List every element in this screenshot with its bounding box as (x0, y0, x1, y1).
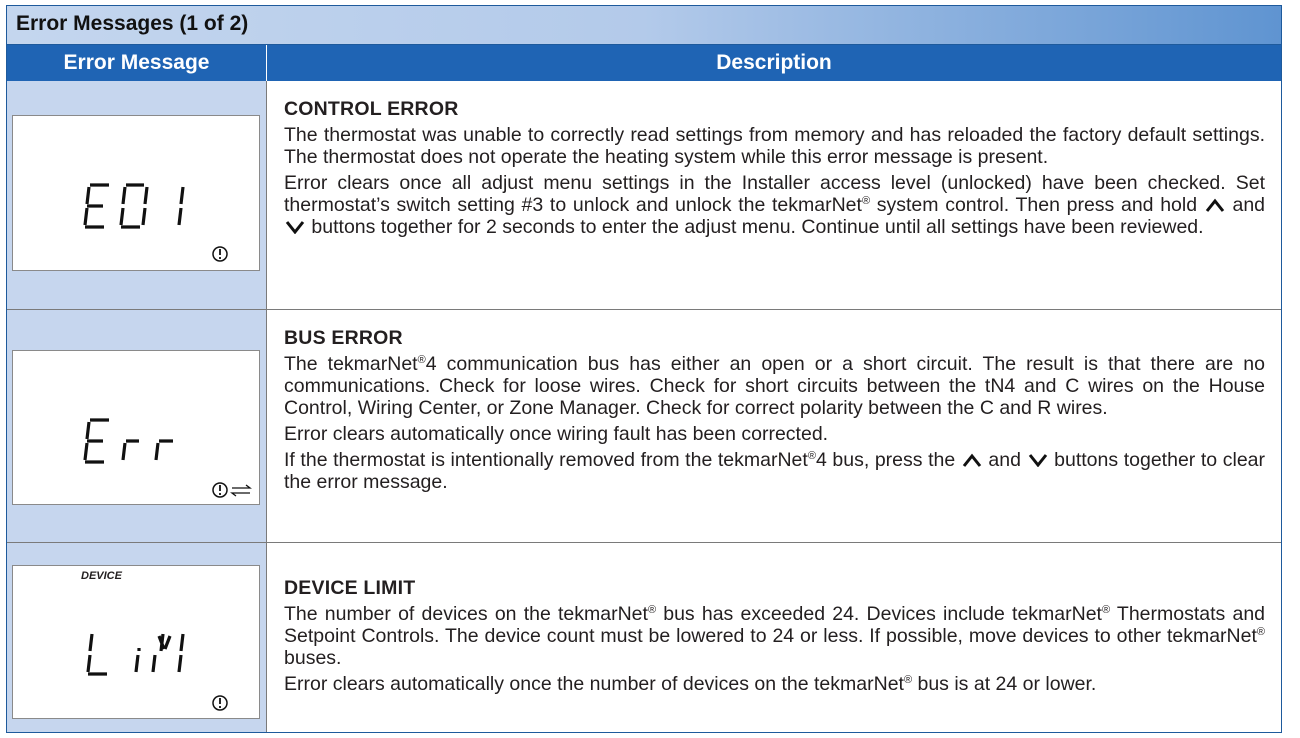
table-row-control-error (7, 81, 1281, 309)
description-paragraph: Error clears automatically once wiring fault has been corrected. (284, 423, 829, 445)
lcd-segments-e01 (13, 116, 261, 272)
column-header-description: Description (267, 45, 1281, 81)
error-heading: BUS ERROR (284, 327, 403, 349)
lcd-segments-lim (13, 566, 261, 720)
lcd-device-label: DEVICE (81, 570, 122, 582)
down-arrow-icon (1027, 453, 1049, 467)
lcd-display-lim (12, 565, 260, 719)
lcd-display-e01 (12, 115, 260, 271)
table-row-device-limit (7, 542, 1281, 732)
lcd-display-err (12, 350, 260, 505)
error-display-cell (7, 81, 267, 309)
error-display-cell (7, 310, 267, 542)
error-heading: CONTROL ERROR (284, 98, 459, 120)
column-header-error-message: Error Message (7, 45, 267, 81)
description-cell (284, 81, 1265, 238)
table-title: Error Messages (1 of 2) (16, 12, 249, 35)
description-paragraph: The tekmarNet®4 communication bus has either an open or a short circuit. The result is that there are no communications. Check for loose wires. Check for short circuits between the tN4 and C wires on the House Control, Wiring Center, or Zone Manager. Check for correct polarity between the C and R wires. (284, 353, 1265, 419)
up-arrow-icon (1204, 198, 1226, 212)
table-row-bus-error (7, 309, 1281, 542)
up-arrow-icon (961, 453, 983, 467)
down-arrow-icon (284, 220, 306, 234)
description-cell (284, 310, 1265, 493)
lcd-segments-err (13, 351, 261, 506)
description-paragraph: Error clears once all adjust menu settings in the Installer access level (unlocked) have been checked. Set thermostat’s switch setting #3 to unlock and unlock the tekmarNet® system control. Then press and hold and buttons together for 2 seconds to enter the adjust menu. Continue until all settings have been reviewed. (284, 172, 1266, 238)
description-paragraph: Error clears automatically once the number of devices on the tekmarNet® bus is at 24 or lower. (284, 673, 1097, 695)
description-paragraph: The number of devices on the tekmarNet® bus has exceeded 24. Devices include tekmarNet® Thermostats and Setpoint Controls. The device count must be lowered to 24 or less. If possible, move devices to other tekmarNet® buses. (284, 603, 1266, 669)
error-heading: DEVICE LIMIT (284, 577, 416, 599)
description-cell (284, 543, 1265, 695)
table-title-bar (7, 6, 1281, 45)
description-paragraph: The thermostat was unable to correctly read settings from memory and has reloaded the factory default settings. The thermostat does not operate the heating system while this error message is present. (284, 124, 1265, 168)
error-messages-table (6, 5, 1282, 733)
description-paragraph: If the thermostat is intentionally removed from the tekmarNet®4 bus, press the and buttons together to clear the error message. (284, 449, 1265, 493)
error-display-cell (7, 543, 267, 732)
